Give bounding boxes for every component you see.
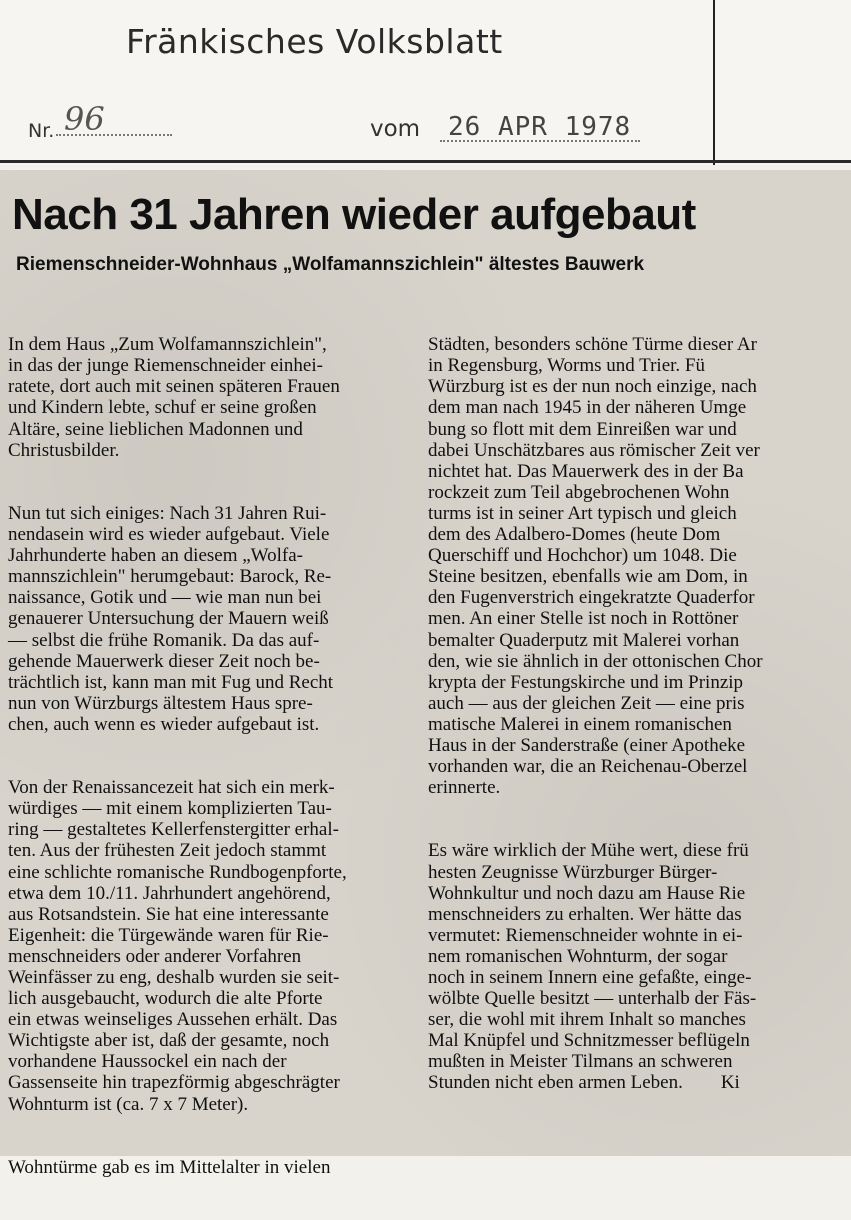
- newspaper-clipping: [0, 170, 851, 1178]
- paragraph: Nun tut sich einiges: Nach 31 Jahren Rui- nendasein wird es wieder aufgebaut. Viele Jahrhunderte haben an diesem „Wolfa- mannszichlein" herumgebaut: Barock, Re- naissance, Gotik und — wie man nun bei genauerer Untersuchung der Mauern weiß — selbst die frühe Romanik. Da das auf- gehende Mauerwerk dieser Zeit noch be- trächtlich ist, kann man mit Fug und Recht nun von Würzburgs ältestem Haus spre- chen, auch wenn es wieder aufgebaut ist.: [8, 502, 334, 735]
- date-label: vom: [370, 116, 421, 142]
- article-headline: Nach 31 Jahren wieder aufgebaut: [12, 190, 696, 239]
- header-vertical-rule: [713, 0, 715, 165]
- article-right-column: [428, 292, 851, 1136]
- issue-number-handwritten: 96: [64, 100, 105, 138]
- issue-number-dotted-line: [56, 134, 172, 136]
- article-subheadline: Riemenschneider-Wohnhaus „Wolfamannszichlein" ältestes Bauwerk: [16, 254, 645, 275]
- issue-number-label: Nr.: [28, 120, 55, 142]
- date-dotted-line: [440, 140, 640, 142]
- header-horizontal-rule: [0, 160, 851, 163]
- article-left-column: [8, 292, 410, 1220]
- paragraph: Städten, besonders schöne Türme dieser Ar in Regensburg, Worms und Trier. Fü Würzburg ist es der nun noch einzige, nach dem man nach 1945 in der näheren Umge bung so flott mit dem Einreißen war und dabei Unschätzbares aus römischer Zeit ver nichtet hat. Das Mauerwerk des in der Ba rockzeit zum Teil abgebrochenen Wohn turms ist in seiner Art typisch und gleich dem des Adalbero-Domes (heute Dom Querschiff und Hochchor) um 1048. Die Steine besitzen, ebenfalls wie am Dom, in den Fugenverstrich eingekratzte Quaderfor men. An einer Stelle ist noch in Rottöner bemalter Quaderputz mit Malerei vorhan den, wie sie ähnlich in der ottonischen Chor krypta der Festungskirche und im Prinzip auch — aus der gleichen Zeit — eine pris matische Malerei in einem romanischen Haus in der Sanderstraße (einer Apotheke vorhanden war, die an Reichenau-Oberzel erinnerte.: [428, 334, 763, 799]
- paragraph: Wohntürme gab es im Mittelalter in vielen: [8, 1156, 331, 1178]
- date-stamp: 26 APR 1978: [448, 112, 632, 142]
- newspaper-masthead: Fränkisches Volksblatt: [126, 22, 503, 61]
- clipping-header: [0, 0, 851, 165]
- paragraph: In dem Haus „Zum Wolfamannszichlein", in das der junge Riemenschneider einhei- ratete, dort auch mit seinen späteren Frauen und Kindern lebte, schuf er seine großen Altäre, seine lieblichen Madonnen und Christusbilder.: [8, 334, 340, 461]
- paragraph: Es wäre wirklich der Mühe wert, diese frü hesten Zeugnisse Würzburger Bürger- Wohnkultur und noch dazu am Hause Rie menschneiders zu erhalten. Wer hätte das vermutet: Riemenschneider wohnte in ei- nem romanischen Wohnturm, der sogar noch in seinem Innern eine gefaßte, einge- wölbte Quelle besitzt — unterhalb der Fäs- ser, die wohl mit ihrem Inhalt so manches Mal Knüpfel und Schnitzmesser beflügeln mußten in Meister Tilmans an schweren Stunden nicht eben armen Leben. Ki: [428, 840, 757, 1094]
- paragraph: Von der Renaissancezeit hat sich ein merk- würdiges — mit einem komplizierten Tau- ring — gestaltetes Kellerfenstergitter erhal- ten. Aus der frühesten Zeit jedoch stammt eine schlichte romanische Rundbogenpforte, etwa dem 10./11. Jahrhundert angehörend, aus Rotsandstein. Sie hat eine interessante Eigenheit: die Türgewände waren für Rie- menschneiders oder anderer Vorfahren Weinfässer zu eng, deshalb wurden sie seit- lich ausgebaucht, wodurch die alte Pforte ein etwas weinseliges Aussehen erhält. Das Wichtigste aber ist, daß der gesamte, noch vorhandene Haussockel ein nach der Gassenseite hin trapezförmig abgeschrägter Wohnturm ist (ca. 7 x 7 Meter).: [8, 777, 347, 1115]
